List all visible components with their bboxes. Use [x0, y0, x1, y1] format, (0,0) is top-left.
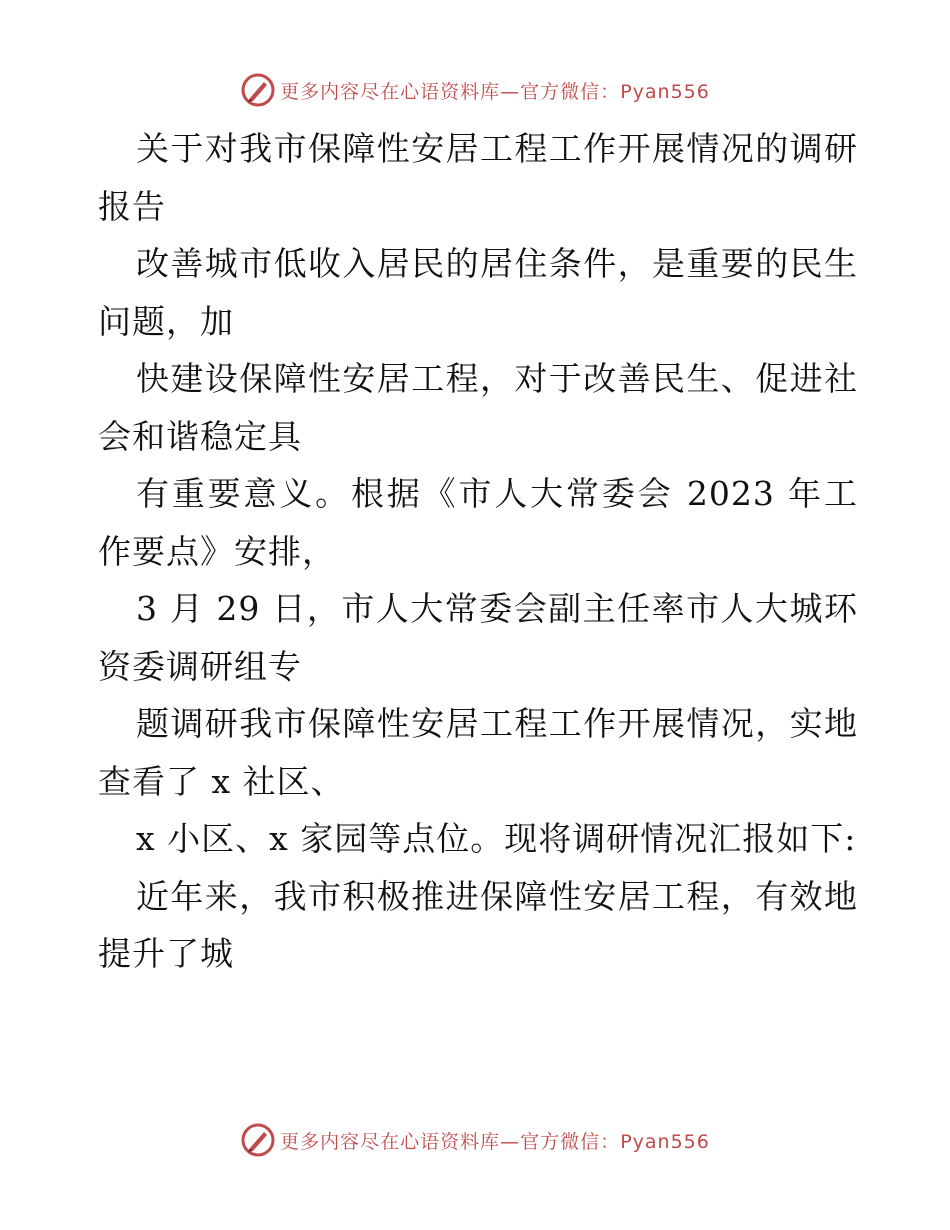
pen-logo-icon: [240, 1122, 276, 1158]
paragraph: 3 月 29 日，市人大常委会副主任率市人大城环资委调研组专: [98, 589, 858, 686]
header-banner: [0, 70, 950, 110]
footer-banner: [0, 1120, 950, 1160]
paragraph: x 小区、x 家园等点位。现将调研情况汇报如下:: [136, 819, 857, 858]
paragraph: 有重要意义。根据《市人大常委会 2023 年工作要点》安排，: [98, 474, 858, 571]
paragraph: 改善城市低收入居民的居住条件，是重要的民生问题，加: [98, 244, 858, 341]
header-text: 更多内容尽在心语资料库—官方微信：Pyan556: [280, 80, 710, 103]
paragraph: 快建设保障性安居工程，对于改善民生、促进社会和谐稳定具: [98, 359, 858, 456]
document-body: [98, 120, 858, 983]
pen-logo-icon: [240, 72, 276, 108]
footer-text: 更多内容尽在心语资料库—官方微信：Pyan556: [280, 1130, 710, 1153]
paragraph: 题调研我市保障性安居工程工作开展情况，实地查看了 x 社区、: [98, 704, 858, 801]
paragraph: 近年来，我市积极推进保障性安居工程，有效地提升了城: [98, 876, 858, 973]
paragraph: 关于对我市保障性安居工程工作开展情况的调研报告: [98, 129, 858, 226]
